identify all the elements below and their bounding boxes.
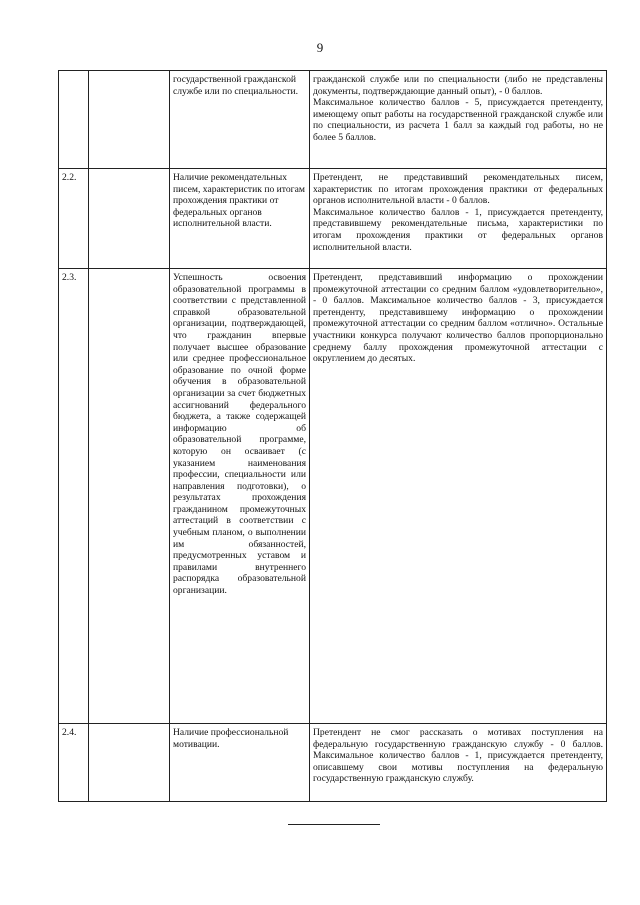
row-number-cell [59,71,89,169]
criterion-cell: государственной гражданской службе или по специальности. [170,71,310,169]
footer-divider [288,824,380,825]
criterion-cell: Наличие профессиональной мотивации. [170,724,310,802]
empty-cell [89,71,170,169]
criterion-cell: Наличие рекомендательных писем, характеристик по итогам прохождения практики от федеральных органов исполнительной власти. [170,169,310,269]
table-row [59,269,607,724]
table-row [59,71,607,169]
description-cell [310,169,607,269]
description-paragraph: Максимальное количество баллов - 1, присуждается претенденту, представившему рекомендательные письма, характеристики по итогам прохождения практики от федеральных органов исполнительной власти. [313,206,603,253]
empty-cell [89,169,170,269]
description-paragraph: Претендент, представивший информацию о прохождении промежуточной аттестации со средним баллом «удовлетворительно», - 0 баллов. Максимальное количество баллов - 3, присуждается претенденту, представившему информацию о прохождении промежуточной аттестации со средним баллом «отлично». Остальные участники конкурса получают количество баллов пропорционально среднему баллу прохождения промежуточной аттестации с округлением до десятых. [313,272,603,365]
description-paragraph: Максимальное количество баллов - 5, присуждается претенденту, имеющему опыт работы на государственной гражданской службе или по специальности, из расчета 1 балл за каждый год работы, но не более 5 баллов. [313,97,603,143]
description-cell [310,724,607,802]
description-paragraph: Претендент не смог рассказать о мотивах поступления на федеральную государственную гражданскую службу - 0 баллов. Максимальное количество баллов - 1, присуждается претенденту, описавшему свои мотивы поступления на федеральную государственную гражданскую службу. [313,727,603,785]
description-cell [310,269,607,724]
page-number: 9 [316,40,324,55]
criteria-table [58,70,607,802]
row-number-cell: 2.2. [59,169,89,269]
description-paragraph: Претендент, не представивший рекомендательных писем, характеристик по итогам прохождения практики от федеральных органов исполнительной власти - 0 баллов. [313,172,603,207]
row-number-cell: 2.3. [59,269,89,724]
table-row [59,169,607,269]
row-number-cell: 2.4. [59,724,89,802]
criterion-cell: Успешность освоения образовательной программы в соответствии с представленной справкой образовательной организации, подтверждающей, что гражданин впервые получает высшее образование или среднее профессиональное образование по очной форме обучения в образовательной организации за счет бюджетных ассигнований федерального бюджета, а также содержащей информацию об образовательной программе, которую он осваивает (с указанием наименования профессии, специальности или направления подготовки), о результатах прохождения гражданином промежуточных аттестаций в соответствии с учебным планом, о выполнении им обязанностей, предусмотренных уставом и правилами внутреннего распорядка образовательной организации. [170,269,310,724]
empty-cell [89,269,170,724]
empty-cell [89,724,170,802]
table-row [59,724,607,802]
description-cell [310,71,607,169]
description-paragraph: гражданской службе или по специальности (либо не представлены документы, подтверждающие данный опыт), - 0 баллов. [313,74,603,97]
